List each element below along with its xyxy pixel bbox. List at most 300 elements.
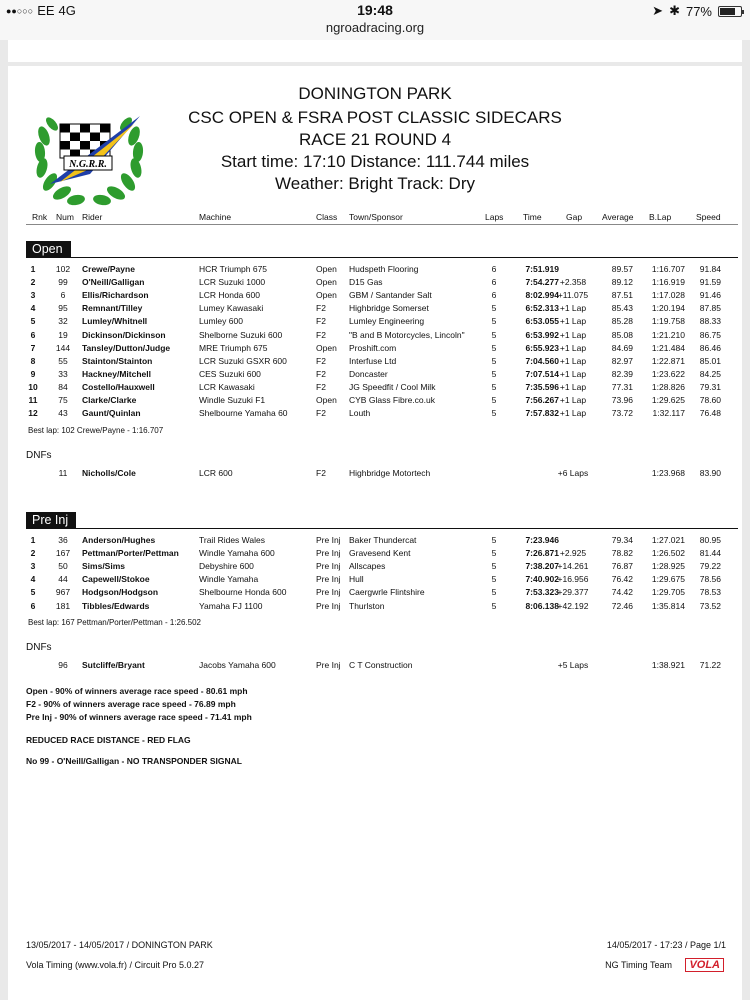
note-red-flag: REDUCED RACE DISTANCE - RED FLAG <box>26 735 191 745</box>
cell-gap: +1 Lap <box>559 395 587 405</box>
cell-speed: 86.46 <box>699 342 721 353</box>
footer-timing-team: NG Timing Team <box>605 960 672 970</box>
table-row <box>8 343 742 356</box>
cell-laps: 5 <box>491 316 497 327</box>
cell-machine: LCR Honda 600 <box>199 290 260 301</box>
cell-time: 7:07.514 <box>525 368 559 379</box>
cell-rnk: 7 <box>30 342 36 353</box>
cell-town: Gravesend Kent <box>349 548 411 559</box>
race-round: RACE 21 ROUND 4 <box>298 130 452 149</box>
group-label-pre-inj: Pre Inj <box>26 512 76 528</box>
cell-avg: 89.12 <box>611 277 633 288</box>
cell-laps: 6 <box>491 277 497 288</box>
cell-machine: Shelbourne Yamaha 60 <box>199 408 288 419</box>
cell-gap: +1 Lap <box>559 316 587 327</box>
cell-gap: +1 Lap <box>559 408 587 419</box>
col-header-laps: Laps <box>485 212 504 222</box>
cell-avg: 77.31 <box>611 381 633 392</box>
battery-fill <box>720 8 735 15</box>
table-row <box>8 535 742 548</box>
cell-time: 7:57.832 <box>525 408 559 419</box>
cell-rider: Costello/Hauxwell <box>82 381 155 392</box>
note-transponder: No 99 - O'Neill/Galligan - NO TRANSPONDER SIGNAL <box>26 756 242 766</box>
cell-machine: Shelbourne Honda 600 <box>199 587 287 598</box>
best-lap-open: Best lap: 102 Crewe/Payne - 1:16.707 <box>28 426 164 435</box>
cell-blap: 1:26.502 <box>651 548 685 559</box>
table-row <box>8 356 742 369</box>
cell-rider: Stainton/Stainton <box>82 355 153 366</box>
table-row <box>8 382 742 395</box>
cell-cls: Open <box>316 395 337 405</box>
previous-page-edge <box>8 40 742 62</box>
cell-blap: 1:16.707 <box>651 264 685 274</box>
cell-rnk: 11 <box>28 395 38 405</box>
cell-blap: 1:20.194 <box>651 303 685 314</box>
cell-avg: 78.82 <box>611 548 633 559</box>
cell-gap: +1 Lap <box>559 381 587 392</box>
cell-avg: 73.96 <box>611 395 633 405</box>
cell-laps: 5 <box>491 548 497 559</box>
cell-time: 7:54.277 <box>525 277 559 288</box>
cell-num: 967 <box>55 587 71 598</box>
location-arrow-icon: ➤ <box>652 3 664 18</box>
cell-speed: 84.25 <box>699 368 721 379</box>
cell-time: 7:40.902 <box>525 574 559 585</box>
cell-avg: 89.57 <box>611 264 633 274</box>
table-row <box>8 303 742 316</box>
cell-gap: +2.925 <box>559 548 587 559</box>
note-pre-inj-speed: Pre Inj - 90% of winners average race speed - 71.41 mph <box>26 712 252 722</box>
cell-speed: 83.90 <box>699 468 721 478</box>
cell-time: 6:55.923 <box>525 342 559 353</box>
cell-gap: +42.192 <box>557 600 589 611</box>
cell-town: Thurlston <box>349 600 385 611</box>
cell-num: 181 <box>55 600 71 611</box>
cell-cls: F2 <box>316 316 326 327</box>
cell-machine: Windle Suzuki F1 <box>199 395 266 405</box>
svg-text:N.G.R.R.: N.G.R.R. <box>69 159 107 170</box>
cell-gap: +1 Lap <box>559 368 587 379</box>
cell-town: Hull <box>349 574 364 585</box>
table-row <box>8 290 742 303</box>
col-header-machine: Machine <box>199 212 232 222</box>
table-row <box>8 369 742 382</box>
cell-gap: +2.358 <box>559 277 587 288</box>
cell-town: Allscapes <box>349 561 386 572</box>
cell-speed: 80.95 <box>699 535 721 545</box>
cell-rnk: 5 <box>30 587 36 598</box>
cell-machine: Lumley 600 <box>199 316 243 327</box>
cell-rider: Sims/Sims <box>82 561 125 572</box>
cell-rnk: 8 <box>30 355 36 366</box>
start-distance: Start time: 17:10 Distance: 111.744 miles <box>220 152 530 171</box>
cell-laps: 5 <box>491 408 497 419</box>
table-row <box>8 660 742 673</box>
cell-num: 19 <box>58 329 68 340</box>
cell-speed: 86.75 <box>699 329 721 340</box>
cell-gap: +29.377 <box>557 587 589 598</box>
battery-icon <box>718 6 742 17</box>
cell-cls: Open <box>316 277 337 288</box>
cell-speed: 78.56 <box>699 574 721 585</box>
cell-speed: 87.85 <box>699 303 721 314</box>
cell-rnk: 1 <box>30 264 36 274</box>
cell-speed: 81.44 <box>699 548 721 559</box>
cell-num: 167 <box>55 548 71 559</box>
cell-laps: 5 <box>491 329 497 340</box>
cell-speed: 78.53 <box>699 587 721 598</box>
cell-rider: Hodgson/Hodgson <box>82 587 159 598</box>
cell-speed: 91.59 <box>699 277 721 288</box>
cell-laps: 5 <box>491 574 497 585</box>
cell-machine: Lumey Kawasaki <box>199 303 264 314</box>
cell-cls: F2 <box>316 303 326 314</box>
cell-rider: Lumley/Whitnell <box>82 316 148 327</box>
cell-speed: 73.52 <box>699 600 721 611</box>
table-row <box>8 561 742 574</box>
cell-cls: Pre Inj <box>316 574 341 585</box>
col-header-average: Average <box>602 212 634 222</box>
cell-cls: Pre Inj <box>316 587 341 598</box>
cell-rnk: 4 <box>30 574 36 585</box>
cell-laps: 5 <box>491 535 497 545</box>
cell-town: GBM / Santander Salt <box>349 290 432 301</box>
cell-cls: Pre Inj <box>316 600 341 611</box>
col-header-gap: Gap <box>566 212 583 222</box>
cell-machine: HCR Triumph 675 <box>199 264 268 274</box>
table-row <box>8 408 742 421</box>
cell-cls: Open <box>316 342 337 353</box>
cell-cls: Open <box>316 264 337 274</box>
table-row <box>8 468 742 481</box>
cell-avg: 85.43 <box>611 303 633 314</box>
cell-blap: 1:17.028 <box>651 290 685 301</box>
cell-num: 32 <box>58 316 68 327</box>
cell-rnk: 6 <box>30 600 36 611</box>
cell-time: 7:23.946 <box>525 535 559 545</box>
cell-avg: 84.69 <box>611 342 633 353</box>
cell-town: Interfuse Ltd <box>349 355 397 366</box>
cell-blap: 1:32.117 <box>652 408 685 419</box>
footer-software: Vola Timing (www.vola.fr) / Circuit Pro 5.0.27 <box>26 960 205 970</box>
footer-date-venue: 13/05/2017 - 14/05/2017 / DONINGTON PARK <box>26 940 213 950</box>
cell-machine: LCR Suzuki GSXR 600 <box>199 355 287 366</box>
header-divider <box>26 224 738 225</box>
cell-rider: O'Neill/Galligan <box>82 277 145 288</box>
cell-gap: +6 Laps <box>557 468 589 478</box>
cell-cls: F2 <box>316 355 326 366</box>
cell-blap: 1:16.919 <box>651 277 685 288</box>
cell-rider: Ellis/Richardson <box>82 290 149 301</box>
cell-avg: 85.28 <box>611 316 633 327</box>
cell-time: 6:52.313 <box>525 303 559 314</box>
cell-rnk: 9 <box>30 368 36 379</box>
cell-gap: +1 Lap <box>559 303 587 314</box>
cell-rnk: 10 <box>28 381 38 392</box>
cell-laps: 5 <box>491 600 497 611</box>
cell-blap: 1:27.021 <box>651 535 685 545</box>
group-label-open: Open <box>26 241 71 257</box>
cell-avg: 85.08 <box>611 329 633 340</box>
col-header-speed: Speed <box>696 212 721 222</box>
cell-speed: 79.22 <box>699 561 721 572</box>
cell-town: Caergwrle Flintshire <box>349 587 425 598</box>
cell-num: 43 <box>58 408 68 419</box>
cell-blap: 1:38.921 <box>651 660 685 670</box>
cell-cls: F2 <box>316 468 326 478</box>
cell-avg: 72.46 <box>611 600 633 611</box>
cell-time: 7:56.267 <box>525 395 559 405</box>
cell-num: 102 <box>55 264 71 274</box>
cell-town: Highbridge Motortech <box>349 468 431 478</box>
cell-laps: 5 <box>491 368 497 379</box>
cell-avg: 79.34 <box>611 535 633 545</box>
cell-time: 7:26.871 <box>525 548 559 559</box>
cell-avg: 76.87 <box>611 561 633 572</box>
cell-blap: 1:19.758 <box>651 316 685 327</box>
cell-town: Doncaster <box>349 368 388 379</box>
cell-speed: 85.01 <box>699 355 721 366</box>
cell-town: "B and B Motorcycles, Lincoln" <box>349 329 465 340</box>
table-row <box>8 277 742 290</box>
cell-town: Hudspeth Flooring <box>349 264 419 274</box>
cell-blap: 1:21.210 <box>651 329 685 340</box>
cell-town: Highbridge Somerset <box>349 303 429 314</box>
cell-rnk: 3 <box>30 561 36 572</box>
network-type: 4G <box>58 3 76 18</box>
cell-speed: 79.31 <box>699 381 721 392</box>
cell-num: 44 <box>58 574 68 585</box>
cell-laps: 6 <box>491 264 497 274</box>
cell-cls: Pre Inj <box>316 535 341 545</box>
cell-num: 144 <box>55 342 71 353</box>
cell-speed: 71.22 <box>699 660 721 670</box>
cell-num: 84 <box>58 381 68 392</box>
cell-machine: CES Suzuki 600 <box>199 368 261 379</box>
cell-cls: F2 <box>316 408 326 419</box>
footer-page-info: 14/05/2017 - 17:23 / Page 1/1 <box>606 940 726 950</box>
dnf-label-open: DNFs <box>26 450 52 461</box>
cell-cls: F2 <box>316 381 326 392</box>
cell-machine: LCR Suzuki 1000 <box>199 277 266 288</box>
cell-rider: Capewell/Stokoe <box>82 574 150 585</box>
series-title: CSC OPEN & FSRA POST CLASSIC SIDECARS <box>188 108 562 127</box>
cell-num: 55 <box>58 355 68 366</box>
cell-blap: 1:29.675 <box>651 574 685 585</box>
cell-blap: 1:23.622 <box>651 368 685 379</box>
cell-avg: 87.51 <box>611 290 633 301</box>
clock: 19:48 <box>357 2 393 18</box>
cell-num: 11 <box>58 468 68 478</box>
cell-avg: 73.72 <box>611 408 633 419</box>
cell-town: Louth <box>349 408 371 419</box>
cell-blap: 1:23.968 <box>651 468 685 478</box>
cell-time: 7:04.560 <box>525 355 559 366</box>
cell-rnk: 12 <box>28 408 38 419</box>
col-header-num: Num <box>56 212 74 222</box>
cell-rider: Dickinson/Dickinson <box>82 329 166 340</box>
cell-blap: 1:21.484 <box>651 342 685 353</box>
cell-town: JG Speedfit / Cool Milk <box>349 381 436 392</box>
cell-rnk: 1 <box>30 535 36 545</box>
cell-speed: 76.48 <box>699 408 721 419</box>
cell-num: 6 <box>60 290 66 301</box>
cell-laps: 6 <box>491 290 497 301</box>
cell-rnk: 4 <box>30 303 36 314</box>
cell-num: 36 <box>58 535 68 545</box>
cell-gap: +11.075 <box>557 290 589 301</box>
cell-cls: Pre Inj <box>316 660 341 670</box>
cell-town: D15 Gas <box>349 277 383 288</box>
status-icons <box>652 3 742 19</box>
signal-strength-icon: ●●○○○ <box>6 5 34 16</box>
cell-num: 95 <box>58 303 68 314</box>
cell-num: 75 <box>58 395 68 405</box>
cell-rider: Hackney/Mitchell <box>82 368 151 379</box>
cell-cls: Pre Inj <box>316 561 341 572</box>
best-lap-pre-inj: Best lap: 167 Pettman/Porter/Pettman - 1:26.502 <box>28 618 201 627</box>
cell-machine: Windle Yamaha <box>199 574 259 585</box>
cell-laps: 5 <box>491 355 497 366</box>
cell-blap: 1:22.871 <box>651 355 685 366</box>
cell-cls: Pre Inj <box>316 548 341 559</box>
col-header-time: Time <box>523 212 542 222</box>
cell-speed: 88.33 <box>699 316 721 327</box>
cell-cls: Open <box>316 290 337 301</box>
cell-gap: +5 Laps <box>557 660 589 670</box>
cell-time: 7:38.207 <box>525 561 559 572</box>
cell-rider: Nicholls/Cole <box>82 468 136 478</box>
group-divider-pre-inj <box>26 528 738 529</box>
battery-percent: 77% <box>685 3 712 19</box>
cell-machine: Trail Rides Wales <box>199 535 265 545</box>
table-row <box>8 395 742 408</box>
cell-num: 99 <box>58 277 68 288</box>
cell-laps: 5 <box>491 395 497 405</box>
table-row <box>8 316 742 329</box>
cell-rnk: 3 <box>30 290 36 301</box>
dnf-label-pre-inj: DNFs <box>26 642 52 653</box>
cell-rider: Crewe/Payne <box>82 264 135 274</box>
results-document[interactable] <box>8 66 742 1000</box>
cell-num: 96 <box>58 660 68 670</box>
cell-cls: F2 <box>316 329 326 340</box>
cell-time: 7:35.596 <box>525 381 559 392</box>
cell-gap: +16.956 <box>557 574 589 585</box>
cell-speed: 91.84 <box>699 264 721 274</box>
cell-laps: 5 <box>491 587 497 598</box>
cell-blap: 1:28.925 <box>651 561 685 572</box>
cell-laps: 5 <box>491 303 497 314</box>
cell-cls: F2 <box>316 368 326 379</box>
cell-num: 33 <box>58 368 68 379</box>
cell-blap: 1:29.625 <box>651 395 685 405</box>
cell-avg: 76.42 <box>611 574 633 585</box>
cell-blap: 1:35.814 <box>651 600 685 611</box>
table-row <box>8 587 742 600</box>
cell-rider: Sutcliffe/Bryant <box>82 660 145 670</box>
table-row <box>8 601 742 614</box>
cell-rider: Remnant/Tilley <box>82 303 143 314</box>
cell-machine: LCR 600 <box>199 468 233 478</box>
cell-rnk: 5 <box>30 316 36 327</box>
cell-time: 6:53.055 <box>525 316 559 327</box>
cell-time: 6:53.992 <box>525 329 559 340</box>
cell-laps: 5 <box>491 342 497 353</box>
cell-rider: Clarke/Clarke <box>82 395 137 405</box>
weather-track: Weather: Bright Track: Dry <box>275 174 475 193</box>
table-row <box>8 574 742 587</box>
cell-rider: Pettman/Porter/Pettman <box>82 548 179 559</box>
col-header-rider: Rider <box>82 212 103 222</box>
col-header-blap: B.Lap <box>649 212 672 222</box>
cell-rider: Gaunt/Quinlan <box>82 408 141 419</box>
cell-rider: Tibbles/Edwards <box>82 600 150 611</box>
cell-gap: +14.261 <box>557 561 589 572</box>
cell-laps: 5 <box>491 381 497 392</box>
cell-time: 8:02.994 <box>525 290 559 301</box>
table-row <box>8 548 742 561</box>
col-header-class: Class <box>316 212 338 222</box>
cell-num: 50 <box>58 561 68 572</box>
table-row <box>8 264 742 277</box>
cell-time: 8:06.138 <box>525 600 559 611</box>
cell-gap: +1 Lap <box>559 355 587 366</box>
cell-town: CYB Glass Fibre.co.uk <box>349 395 435 405</box>
table-row <box>8 330 742 343</box>
cell-avg: 82.97 <box>611 355 633 366</box>
bluetooth-icon: ✱ <box>669 3 680 18</box>
cell-blap: 1:29.705 <box>651 587 685 598</box>
cell-gap: +1 Lap <box>559 329 587 340</box>
cell-time: 7:51.919 <box>525 264 559 274</box>
note-f2-speed: F2 - 90% of winners average race speed - 76.89 mph <box>26 699 236 709</box>
cell-town: C T Construction <box>349 660 413 670</box>
cell-rnk: 2 <box>30 548 36 559</box>
cell-rider: Tansley/Dutton/Judge <box>82 342 171 353</box>
venue-title: DONINGTON PARK <box>298 84 452 103</box>
col-header-rnk: Rnk <box>32 212 48 222</box>
cell-rnk: 2 <box>30 277 36 288</box>
col-header-town: Town/Sponsor <box>349 212 403 222</box>
cell-machine: Jacobs Yamaha 600 <box>199 660 276 670</box>
cell-town: Baker Thundercat <box>349 535 417 545</box>
cell-machine: MRE Triumph 675 <box>199 342 268 353</box>
cell-time: 7:53.323 <box>525 587 559 598</box>
cell-rnk: 6 <box>30 329 36 340</box>
cell-speed: 91.46 <box>699 290 721 301</box>
cell-machine: Yamaha FJ 1100 <box>199 600 263 611</box>
cell-machine: Shelborne Suzuki 600 <box>199 329 283 340</box>
cell-town: Lumley Engineering <box>349 316 425 327</box>
cell-town: Proshift.com <box>349 342 397 353</box>
cell-rider: Anderson/Hughes <box>82 535 156 545</box>
cell-gap: +1 Lap <box>559 342 587 353</box>
address-bar-url[interactable]: ngroadracing.org <box>325 20 425 35</box>
vola-logo: VOLA <box>685 958 724 972</box>
group-divider-open <box>26 257 738 258</box>
cell-machine: LCR Kawasaki <box>199 381 255 392</box>
status-bar <box>0 0 750 40</box>
carrier-name: EE <box>37 3 55 18</box>
note-open-speed: Open - 90% of winners average race speed - 80.61 mph <box>26 686 248 696</box>
cell-avg: 74.42 <box>611 587 633 598</box>
cell-blap: 1:28.826 <box>651 381 685 392</box>
cell-machine: Debyshire 600 <box>199 561 254 572</box>
cell-machine: Windle Yamaha 600 <box>199 548 275 559</box>
cell-laps: 5 <box>491 561 497 572</box>
cell-speed: 78.60 <box>699 395 721 405</box>
